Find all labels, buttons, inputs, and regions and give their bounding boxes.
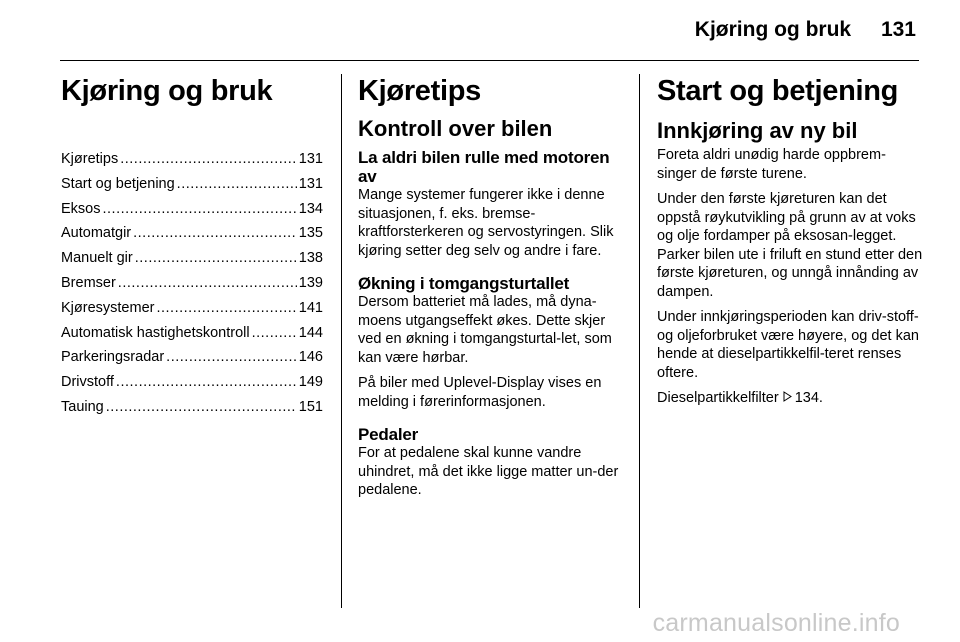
header-title: Kjøring og bruk (694, 18, 852, 41)
section-subtitle: Innkjøring av ny bil (657, 118, 858, 143)
toc-item[interactable] (61, 373, 323, 398)
driving-tips-column (358, 74, 622, 514)
toc-column (61, 74, 323, 423)
section-pedals (358, 425, 622, 500)
toc-item[interactable] (61, 249, 323, 274)
paragraph: Foreta aldri unødig harde oppbrem-singer de første turene. (657, 147, 886, 182)
toc-item[interactable] (61, 224, 323, 249)
toc-leader (120, 150, 297, 175)
toc-item-label: Start og betjening (61, 175, 175, 192)
section-subtitle: Kontroll over bilen (358, 116, 553, 141)
toc-item-label: Kjøretips (61, 151, 119, 167)
cross-reference[interactable] (657, 389, 923, 408)
toc-item-page: 134 (298, 200, 323, 217)
toc-item-label: Eksos (61, 200, 101, 217)
toc-leader (103, 200, 297, 225)
start-operation-column (657, 74, 923, 415)
toc-item-label: Parkeringsradar (61, 349, 165, 366)
toc-leader (106, 398, 297, 423)
toc-item-page: 138 (298, 250, 323, 267)
toc-item-page: 144 (298, 324, 323, 341)
toc-item[interactable] (61, 175, 323, 200)
section-title: Start og betjening (657, 75, 899, 107)
paragraph: Dersom batteriet må lades, må dyna-moens utgangseffekt økes. Dette skjer ved en økning i tomgangsturtal-let, som kan være hørbar. (358, 294, 612, 366)
toc-leader (156, 299, 296, 324)
column-divider (341, 74, 342, 608)
section-heading: Økning i tomgangsturtallet (358, 274, 570, 293)
reference-text: Dieselpartikkelfilter (657, 390, 779, 406)
toc-item-label: Manuelt gir (61, 250, 133, 267)
toc-item-label: Tauing (61, 398, 104, 415)
toc-item-page: 131 (298, 151, 323, 167)
page-number: 131 (880, 18, 916, 41)
toc-item-page: 149 (298, 374, 323, 391)
toc-list (61, 150, 323, 423)
toc-item[interactable] (61, 274, 323, 299)
toc-item[interactable] (61, 200, 323, 225)
section-title: Kjøretips (358, 75, 481, 107)
section-idle-speed (358, 274, 622, 411)
toc-item[interactable] (61, 150, 323, 175)
reference-page: 134. (794, 390, 823, 406)
section-rolling (358, 148, 622, 260)
watermark: carmanualsonline.info (652, 609, 900, 637)
toc-item[interactable] (61, 348, 323, 373)
toc-item-page: 131 (298, 175, 323, 192)
toc-leader (116, 373, 297, 398)
paragraph: Under den første kjøreturen kan det oppstå røykutvikling på grunn av at voks og olje fordamper på eksosan-legget. Parker bilen ute i friluft en stund etter den første kjøreturen, og unngå innånding av dampen. (657, 191, 923, 300)
section-heading: Pedaler (358, 425, 419, 444)
toc-item-label: Kjøresystemer (61, 299, 155, 316)
paragraph: På biler med Uplevel-Display vises en melding i førerinformasjonen. (358, 375, 602, 410)
toc-item[interactable] (61, 299, 323, 324)
toc-leader (133, 224, 297, 249)
toc-leader (166, 348, 297, 373)
toc-item[interactable] (61, 398, 323, 423)
toc-item-page: 151 (298, 398, 323, 415)
page-reference-arrow-icon (783, 389, 792, 408)
toc-item-page: 146 (298, 349, 323, 366)
toc-leader (252, 324, 297, 349)
paragraph: Under innkjøringsperioden kan driv-stoff- og oljeforbruket være høyere, og det kan hende at dieselpartikkelfil-teret renses oftere. (657, 309, 919, 381)
page-header (695, 18, 916, 42)
toc-item-label: Bremser (61, 274, 116, 291)
toc-leader (135, 249, 297, 274)
paragraph: Mange systemer fungerer ikke i denne situasjonen, f. eks. bremse-kraftforsterkeren og servostyringen. Slik kjøring setter deg selv og andre i fare. (358, 187, 614, 259)
toc-leader (118, 274, 297, 299)
column-divider (639, 74, 640, 608)
header-rule (60, 60, 919, 61)
paragraph: For at pedalene skal kunne vandre uhindret, må det ikke ligge matter un-der pedalene. (358, 445, 619, 498)
toc-leader (177, 175, 297, 200)
toc-item[interactable] (61, 324, 323, 349)
toc-item-label: Automatisk hastighetskontroll (61, 324, 250, 341)
toc-item-page: 135 (298, 225, 323, 242)
toc-item-page: 139 (298, 274, 323, 291)
section-heading: La aldri bilen rulle med motoren av (358, 148, 610, 186)
toc-item-page: 141 (298, 299, 323, 316)
toc-item-label: Drivstoff (61, 374, 114, 391)
chapter-title: Kjøring og bruk (61, 75, 273, 107)
toc-item-label: Automatgir (61, 225, 132, 242)
